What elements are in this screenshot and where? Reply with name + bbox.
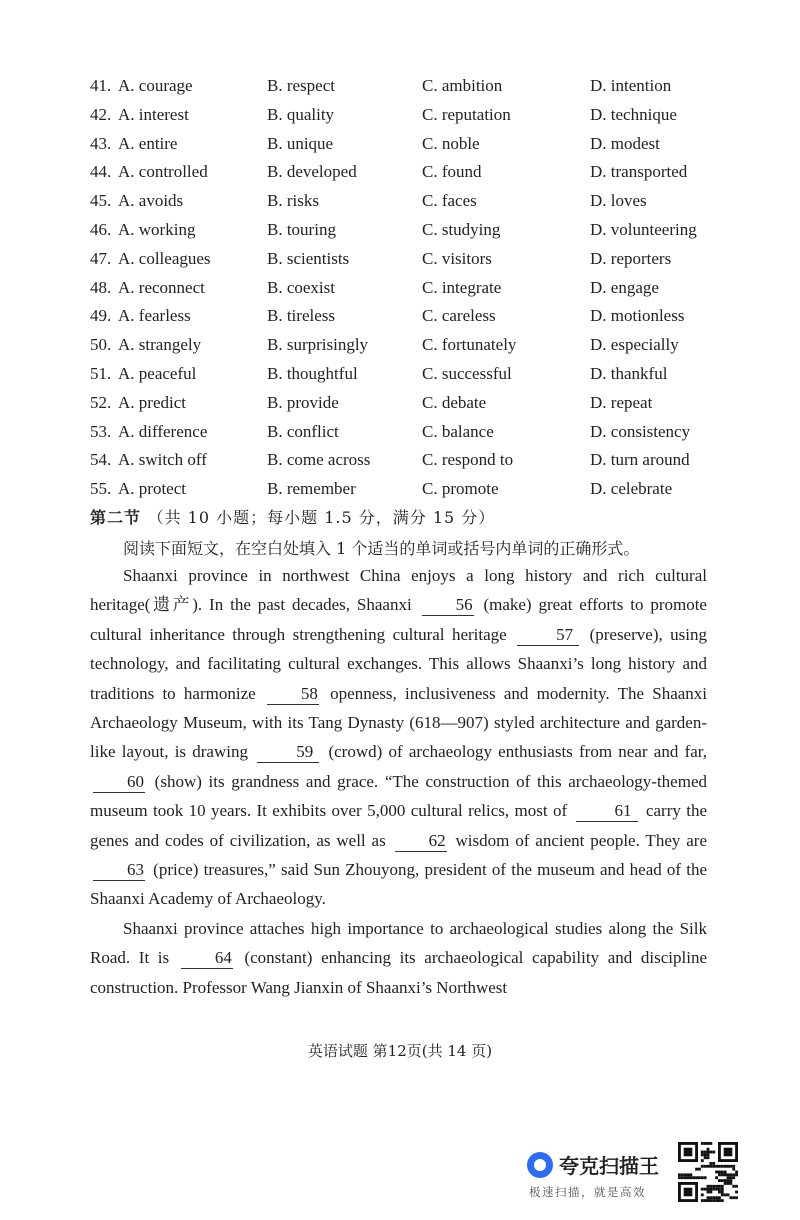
option-a: A. controlled bbox=[118, 162, 208, 182]
option-a: A. switch off bbox=[118, 450, 207, 470]
option-row bbox=[90, 274, 730, 303]
option-c: C. ambition bbox=[422, 76, 503, 95]
watermark-name: 夸克扫描王 bbox=[559, 1154, 659, 1178]
question-number: 49. bbox=[90, 306, 112, 326]
option-b: B. tireless bbox=[267, 306, 335, 326]
passage-text: wisdom of ancient people. They are bbox=[455, 830, 708, 850]
option-c: C. successful bbox=[422, 363, 512, 383]
watermark-slogan: 极速扫描，就是高效 bbox=[529, 1185, 646, 1199]
scanner-watermark bbox=[527, 1150, 667, 1200]
question-number: 47. bbox=[90, 248, 112, 268]
passage-text: (constant) enhancing its archaeological capability and discipline construction. Professor Wang Jianxin of Shaanxi’s Northwest bbox=[90, 948, 708, 997]
option-a: A. peaceful bbox=[118, 363, 197, 383]
option-d: D. especially bbox=[590, 335, 679, 355]
question-number: 45. bbox=[90, 191, 112, 211]
option-d: D. thankful bbox=[590, 363, 668, 383]
option-d: D. reporters bbox=[590, 248, 672, 268]
option-a: A. interest bbox=[118, 104, 189, 124]
question-number: 48. bbox=[90, 277, 112, 297]
option-a: A. difference bbox=[118, 421, 208, 441]
option-d: D. modest bbox=[590, 133, 660, 153]
option-a: A. predict bbox=[118, 392, 186, 412]
option-b: B. developed bbox=[267, 162, 357, 182]
option-b: B. risks bbox=[267, 191, 319, 211]
option-a: A. protect bbox=[118, 479, 186, 499]
question-number: 54. bbox=[90, 450, 112, 470]
question-number: 51. bbox=[90, 363, 112, 383]
option-c: C. integrate bbox=[422, 277, 502, 297]
blank-64: 64 bbox=[181, 948, 233, 969]
question-number: 41. bbox=[90, 76, 112, 95]
option-d: D. loves bbox=[590, 191, 647, 211]
options-list bbox=[90, 72, 730, 504]
blank-60: 60 bbox=[93, 772, 145, 793]
option-c: C. studying bbox=[422, 219, 501, 239]
qr-code-icon bbox=[678, 1142, 738, 1202]
option-b: B. conflict bbox=[267, 421, 339, 441]
option-d: D. repeat bbox=[590, 392, 653, 412]
option-row bbox=[90, 101, 730, 130]
option-b: B. surprisingly bbox=[267, 335, 369, 355]
passage-text: Shaanxi province in northwest China enjoys a long history and rich cultural heritage(遗产). In the past decades, Shaanxi bbox=[90, 566, 707, 615]
option-c: C. reputation bbox=[422, 104, 511, 124]
option-d: D. consistency bbox=[590, 421, 691, 441]
blank-63: 63 bbox=[93, 860, 145, 881]
question-number: 55. bbox=[90, 479, 112, 499]
passage-text: (preserve), using technology, and facilitating cultural exchanges. This allows Shaanxi’s long history and traditions to harmonize bbox=[90, 624, 707, 703]
section-title: 第二节 bbox=[90, 508, 142, 527]
option-b: B. scientists bbox=[267, 248, 350, 268]
option-row bbox=[90, 187, 730, 216]
passage-text: Shaanxi province attaches high importance to archaeological studies along the Silk Road. It is bbox=[90, 918, 707, 968]
passage-paragraph-2 bbox=[90, 914, 707, 1002]
option-row bbox=[90, 331, 730, 360]
section-subtitle: （共 10 小题；每小题 1.5 分，满分 15 分） bbox=[147, 508, 496, 527]
option-d: D. celebrate bbox=[590, 479, 673, 499]
option-c: C. promote bbox=[422, 479, 499, 499]
question-number: 44. bbox=[90, 162, 112, 182]
page-footer: 英语试题 第12页(共 14 页) bbox=[307, 1042, 493, 1060]
passage-paragraph-1 bbox=[90, 561, 707, 914]
option-row bbox=[90, 216, 730, 245]
option-row bbox=[90, 418, 730, 447]
option-a: A. fearless bbox=[118, 306, 191, 326]
option-c: C. found bbox=[422, 162, 482, 182]
option-d: D. technique bbox=[590, 104, 677, 124]
option-b: B. thoughtful bbox=[267, 363, 358, 383]
section-heading bbox=[90, 505, 495, 528]
question-number: 42. bbox=[90, 104, 112, 124]
option-c: C. faces bbox=[422, 191, 477, 211]
question-number: 43. bbox=[90, 133, 112, 153]
option-d: D. turn around bbox=[590, 450, 690, 470]
option-d: D. engage bbox=[590, 277, 659, 297]
option-a: A. entire bbox=[118, 133, 178, 153]
blank-58: 58 bbox=[267, 684, 319, 705]
option-row bbox=[90, 389, 730, 418]
option-a: A. avoids bbox=[118, 191, 184, 211]
option-a: A. strangely bbox=[118, 335, 202, 355]
option-row bbox=[90, 130, 730, 159]
blank-62: 62 bbox=[395, 831, 447, 852]
passage bbox=[90, 561, 707, 1002]
option-row bbox=[90, 446, 730, 475]
option-b: B. remember bbox=[267, 479, 356, 499]
option-b: B. coexist bbox=[267, 277, 335, 297]
option-b: B. provide bbox=[267, 392, 339, 412]
question-number: 46. bbox=[90, 219, 112, 239]
passage-text: openness, inclusiveness and modernity. The Shaanxi Archaeology Museum, with its Tang Dynasty (618—907) styled architecture and garden-like layout, is drawing bbox=[90, 683, 708, 762]
option-row bbox=[90, 245, 730, 274]
quark-logo-icon bbox=[527, 1152, 553, 1178]
blank-57: 57 bbox=[517, 625, 579, 646]
blank-61: 61 bbox=[576, 801, 638, 822]
option-row bbox=[90, 302, 730, 331]
option-c: C. respond to bbox=[422, 450, 514, 470]
option-a: A. colleagues bbox=[118, 248, 211, 268]
section-instruction: 阅读下面短文，在空白处填入 1 个适当的单词或括号内单词的正确形式。 bbox=[123, 539, 640, 558]
passage-text: (make) great efforts to promote cultural inheritance through strengthening cultural heritage bbox=[90, 595, 707, 644]
option-b: B. unique bbox=[267, 133, 334, 153]
option-c: C. debate bbox=[422, 392, 487, 412]
option-a: A. reconnect bbox=[118, 277, 205, 297]
option-c: C. balance bbox=[422, 421, 494, 441]
option-d: D. transported bbox=[590, 162, 688, 182]
option-row bbox=[90, 72, 730, 101]
option-c: C. visitors bbox=[422, 248, 492, 268]
option-c: C. fortunately bbox=[422, 335, 517, 355]
passage-text: (price) treasures,” said Sun Zhouyong, president of the museum and head of the Shaanxi Academy of Archaeology. bbox=[90, 860, 708, 909]
passage-text: (show) its grandness and grace. “The construction of this archaeology-themed museum took 10 years. It exhibits over 5,000 cultural relics, most of bbox=[90, 771, 708, 821]
option-a: A. working bbox=[118, 219, 196, 239]
question-number: 53. bbox=[90, 421, 112, 441]
option-row bbox=[90, 158, 730, 187]
option-a: A. courage bbox=[118, 76, 193, 95]
passage-text: carry the genes and codes of civilization, as well as bbox=[90, 801, 708, 850]
option-d: D. motionless bbox=[590, 306, 685, 326]
option-b: B. come across bbox=[267, 450, 371, 470]
option-c: C. noble bbox=[422, 133, 480, 153]
option-b: B. quality bbox=[267, 104, 335, 124]
question-number: 50. bbox=[90, 335, 112, 355]
option-row bbox=[90, 475, 730, 504]
option-d: D. intention bbox=[590, 76, 672, 95]
blank-56: 56 bbox=[422, 595, 474, 616]
option-b: B. respect bbox=[267, 76, 335, 95]
option-row bbox=[90, 360, 730, 389]
passage-text: (crowd) of archaeology enthusiasts from near and far, bbox=[328, 742, 708, 762]
option-c: C. careless bbox=[422, 306, 496, 326]
option-d: D. volunteering bbox=[590, 219, 697, 239]
question-number: 52. bbox=[90, 392, 112, 412]
option-b: B. touring bbox=[267, 219, 336, 239]
blank-59: 59 bbox=[257, 742, 319, 763]
